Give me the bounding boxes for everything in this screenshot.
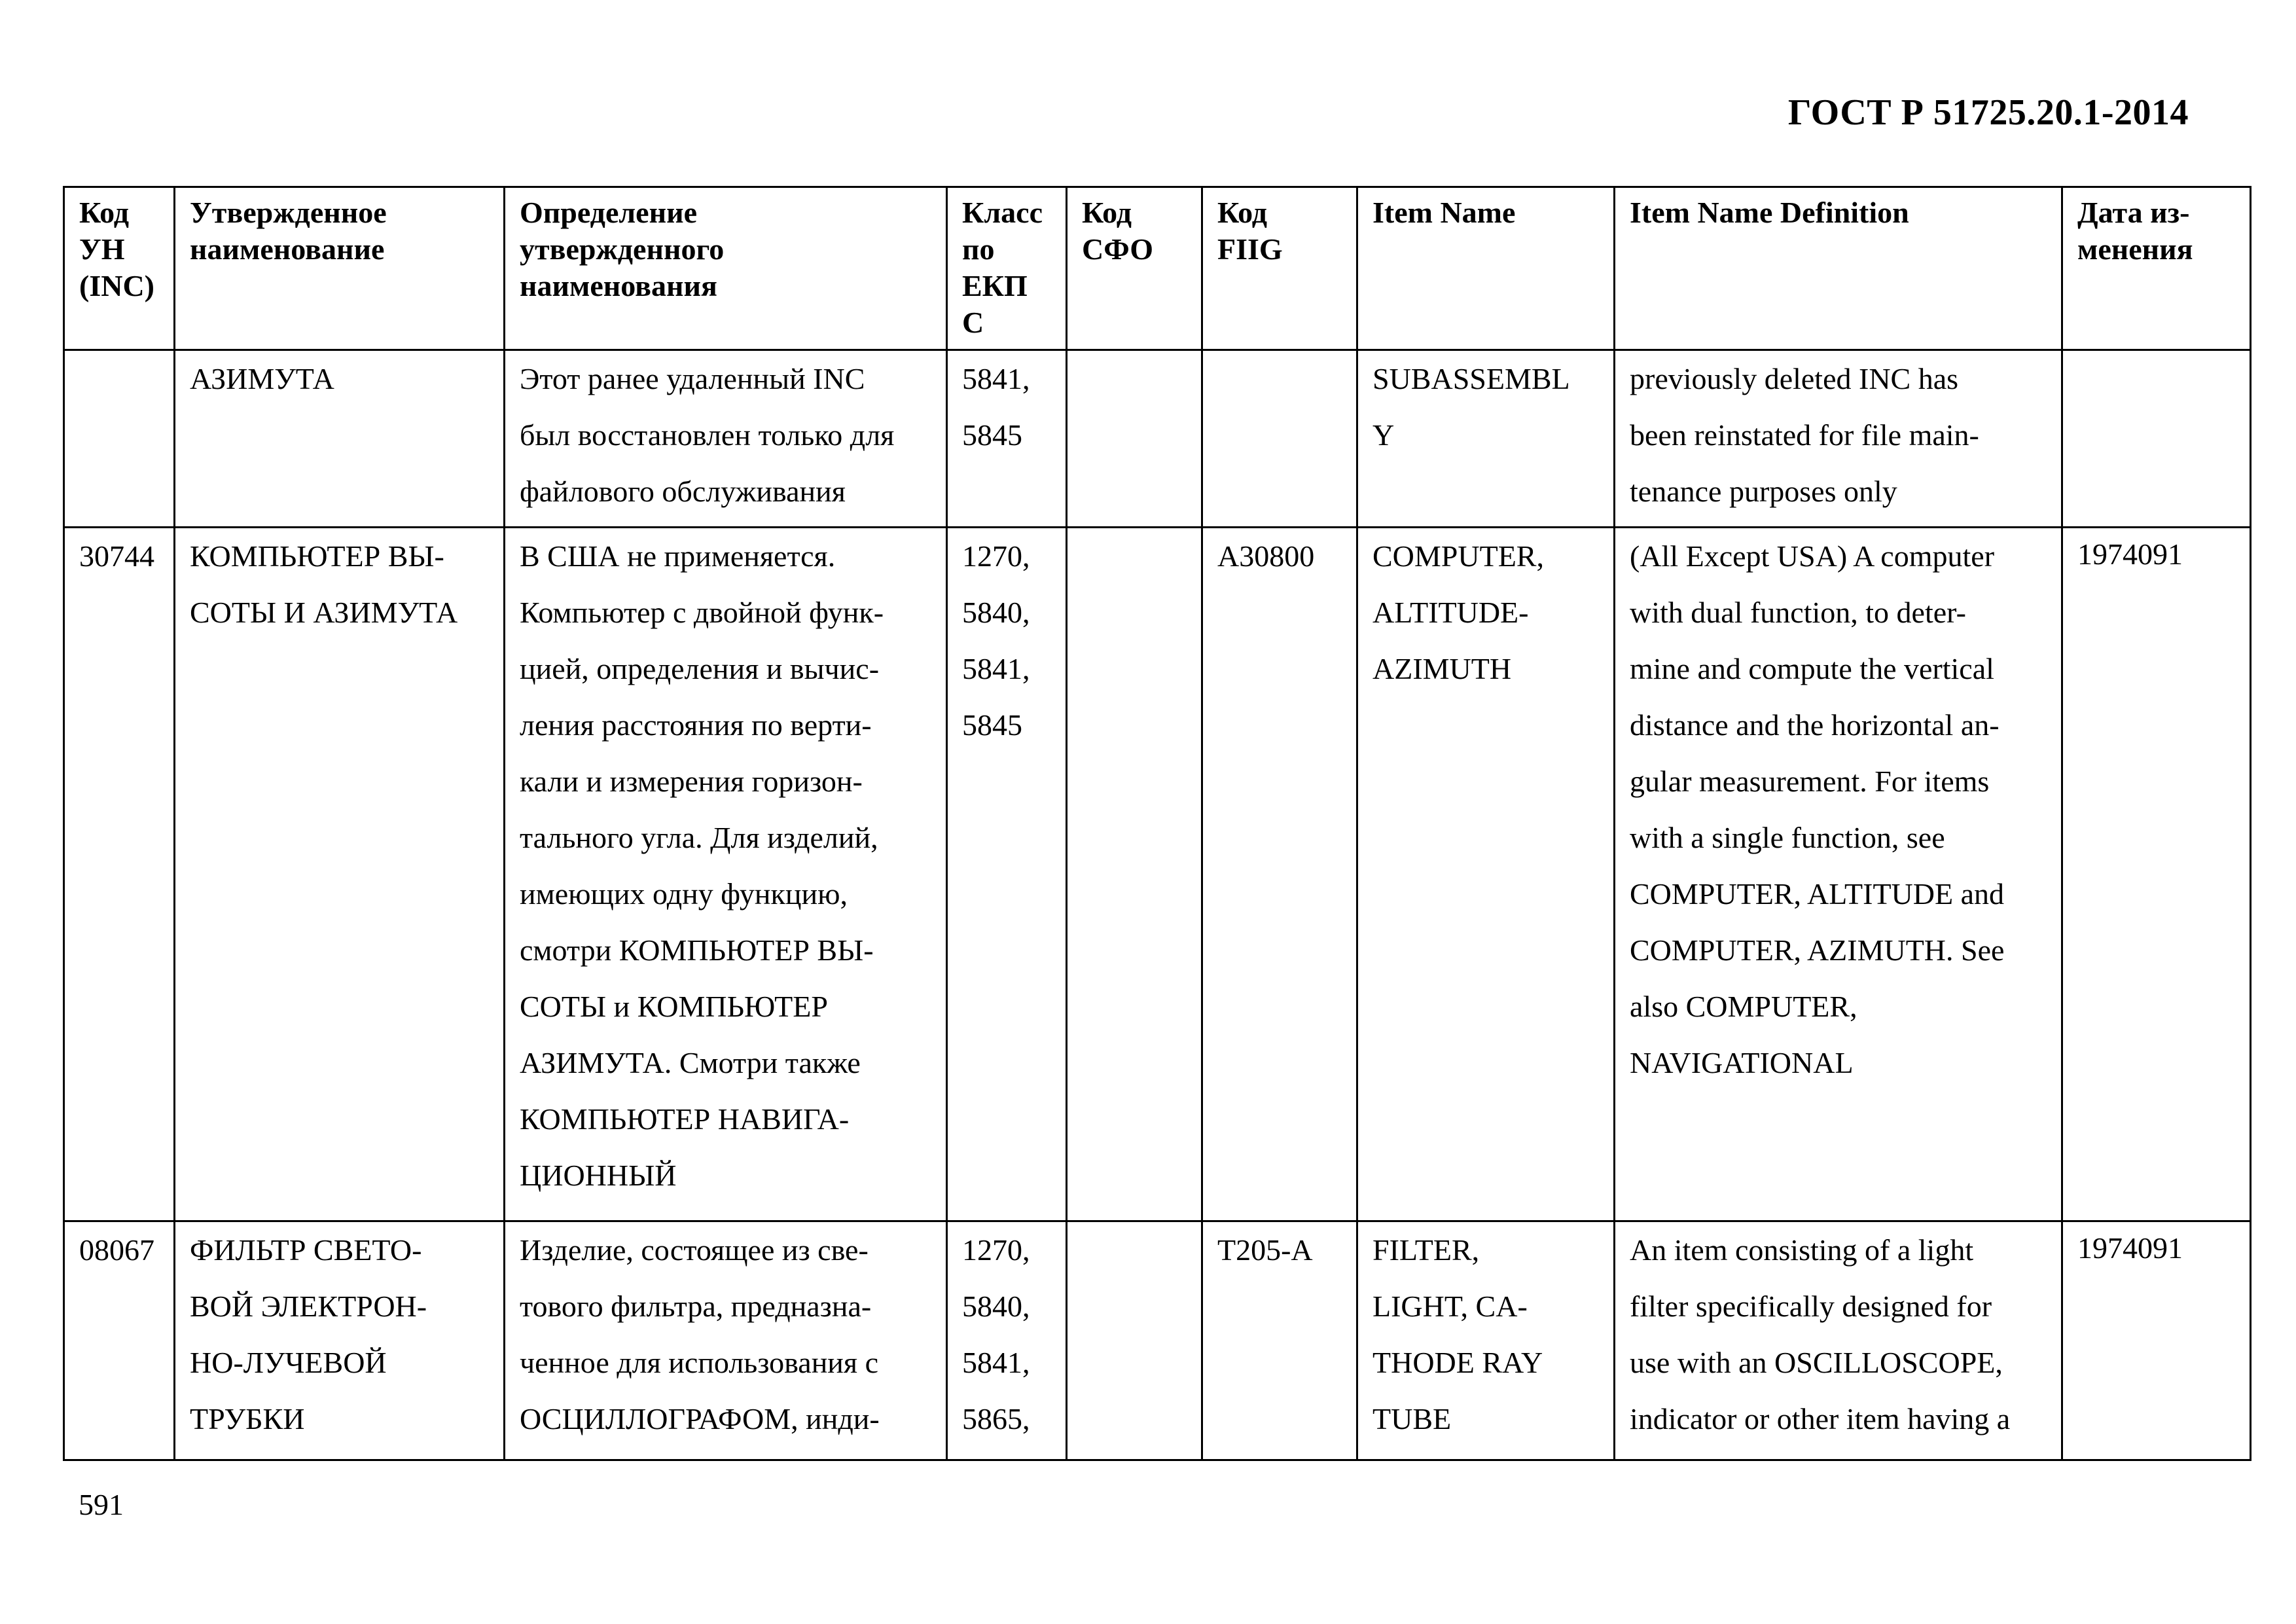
text-line: ления расстояния по верти- [520,708,872,742]
nomenclature-table [63,186,2251,1461]
text-line: A30800 [1217,539,1315,573]
cell-name [175,350,505,528]
text-line: 5841, [962,652,1030,685]
header-row [64,187,2251,350]
text-line: tenance purposes only [1630,475,1897,508]
cell-sfo [1067,1221,1202,1460]
cell-class [947,350,1067,528]
cell-sfo [1067,350,1202,528]
header-sfo [1067,187,1202,350]
text-line: THODE RAY [1372,1346,1543,1379]
header-name [175,187,505,350]
cell-item-def [1615,528,2062,1221]
text-line: with a single function, see [1630,821,1945,854]
header-inc-line: Код [79,196,130,229]
text-line: КОМПЬЮТЕР НАВИГА- [520,1102,850,1136]
cell-item-def [1615,350,2062,528]
cell-inc [64,1221,175,1460]
text-line: кали и измерения горизон- [520,765,863,798]
text-line: ФИЛЬТР СВЕТО- [190,1233,422,1267]
cell-class [947,528,1067,1221]
table-row [64,528,2251,1221]
text-line: 5840, [962,596,1030,629]
header-class [947,187,1067,350]
header-inc-line: УН [79,232,125,266]
cell-date [2062,350,2251,528]
header-item-def-line: Item Name Definition [1630,196,1909,229]
text-line: НО-ЛУЧЕВОЙ [190,1346,387,1379]
header-item-def [1615,187,2062,350]
header-class-line: С [962,306,984,339]
header-name-line: наименование [190,232,385,266]
text-line: СОТЫ И АЗИМУТА [190,596,458,629]
text-line: Y [1372,418,1395,452]
header-definition-line: Определение [520,196,698,229]
text-line: previously deleted INC has [1630,362,1959,395]
cell-date [2062,1221,2251,1460]
cell-definition [505,528,947,1221]
header-fiig-line: Код [1217,196,1268,229]
header-fiig [1202,187,1357,350]
text-line: 5841, [962,362,1030,395]
text-line: 1270, [962,539,1030,573]
text-line: 5845 [962,418,1022,452]
page-number: 591 [79,1488,124,1521]
text-line: (All Except USA) A computer [1630,539,1995,573]
text-line: 5865, [962,1402,1030,1435]
cell-fiig [1202,528,1357,1221]
cell-name [175,528,505,1221]
header-class-line: Класс [962,196,1043,229]
text-line: файлового обслуживания [520,475,846,508]
header-sfo-line: СФО [1082,232,1154,266]
text-line: 08067 [79,1233,154,1267]
cell-fiig [1202,350,1357,528]
text-line: SUBASSEMBL [1372,362,1570,395]
text-line: An item consisting of a light [1630,1233,1974,1267]
text-line: indicator or other item having a [1630,1402,2011,1435]
text-line: with dual function, to deter- [1630,596,1966,629]
text-line: LIGHT, CA- [1372,1290,1528,1323]
header-definition-line: наименования [520,269,717,302]
text-line: ТРУБКИ [190,1402,305,1435]
text-line: тового фильтра, предназна- [520,1290,872,1323]
text-line: смотри КОМПЬЮТЕР ВЫ- [520,933,874,967]
header-definition [505,187,947,350]
cell-sfo [1067,528,1202,1221]
cell-fiig [1202,1221,1357,1460]
text-line: 5840, [962,1290,1030,1323]
cell-definition [505,350,947,528]
text-line: COMPUTER, ALTITUDE and [1630,877,2005,911]
text-line: COMPUTER, AZIMUTH. See [1630,933,2005,967]
text-line: ALTITUDE- [1372,596,1529,629]
cell-item-name [1357,1221,1615,1460]
text-line: имеющих одну функцию, [520,877,848,911]
text-line: 30744 [79,539,154,573]
cell-inc [64,350,175,528]
text-line: been reinstated for file main- [1630,418,1979,452]
header-date-line: менения [2077,232,2193,266]
text-line: цией, определения и вычис- [520,652,880,685]
text-line: СОТЫ и КОМПЬЮТЕР [520,990,828,1023]
table-row [64,1221,2251,1460]
header-item-name [1357,187,1615,350]
header-class-line: ЕКП [962,269,1028,302]
header-inc [64,187,175,350]
text-line: 5841, [962,1346,1030,1379]
text-line: ЦИОННЫЙ [520,1159,677,1192]
text-line: ченное для использования с [520,1346,879,1379]
table-row [64,350,2251,528]
text-line: use with an OSCILLOSCOPE, [1630,1346,2003,1379]
text-line: filter specifically designed for [1630,1290,1992,1323]
text-line: FILTER, [1372,1233,1480,1267]
header-item-name-line: Item Name [1372,196,1516,229]
document-header: ГОСТ Р 51725.20.1-2014 [1787,92,2189,133]
header-name-line: Утвержденное [190,196,387,229]
text-line: also COMPUTER, [1630,990,1857,1023]
text-line: АЗИМУТА. Смотри также [520,1046,861,1079]
text-line: 1974091 [2077,537,2183,571]
text-line: В США не применяется. [520,539,836,573]
text-line: Компьютер с двойной функ- [520,596,884,629]
header-inc-line: (INC) [79,269,154,302]
cell-item-def [1615,1221,2062,1460]
text-line: AZIMUTH [1372,652,1512,685]
text-line: Изделие, состоящее из све- [520,1233,869,1267]
header-date-line: Дата из- [2077,196,2190,229]
text-line: КОМПЬЮТЕР ВЫ- [190,539,444,573]
text-line: gular measurement. For items [1630,765,1990,798]
text-line: distance and the horizontal an- [1630,708,2000,742]
header-sfo-line: Код [1082,196,1132,229]
header-fiig-line: FIIG [1217,232,1283,266]
text-line: Этот ранее удаленный INC [520,362,865,395]
text-line: 5845 [962,708,1022,742]
text-line: 1974091 [2077,1231,2183,1265]
cell-item-name [1357,528,1615,1221]
cell-name [175,1221,505,1460]
text-line: 1270, [962,1233,1030,1267]
text-line: тального угла. Для изделий, [520,821,878,854]
text-line: АЗИМУТА [190,362,334,395]
header-definition-line: утвержденного [520,232,725,266]
header-date [2062,187,2251,350]
text-line: mine and compute the vertical [1630,652,1994,685]
text-line: TUBE [1372,1402,1452,1435]
cell-class [947,1221,1067,1460]
text-line: COMPUTER, [1372,539,1544,573]
text-line: ВОЙ ЭЛЕКТРОН- [190,1290,427,1323]
header-class-line: по [962,232,995,266]
cell-inc [64,528,175,1221]
text-line: T205-A [1217,1233,1313,1267]
cell-date [2062,528,2251,1221]
text-line: ОСЦИЛЛОГРАФОМ, инди- [520,1402,880,1435]
text-line: NAVIGATIONAL [1630,1046,1854,1079]
text-line: был восстановлен только для [520,418,895,452]
cell-definition [505,1221,947,1460]
cell-item-name [1357,350,1615,528]
